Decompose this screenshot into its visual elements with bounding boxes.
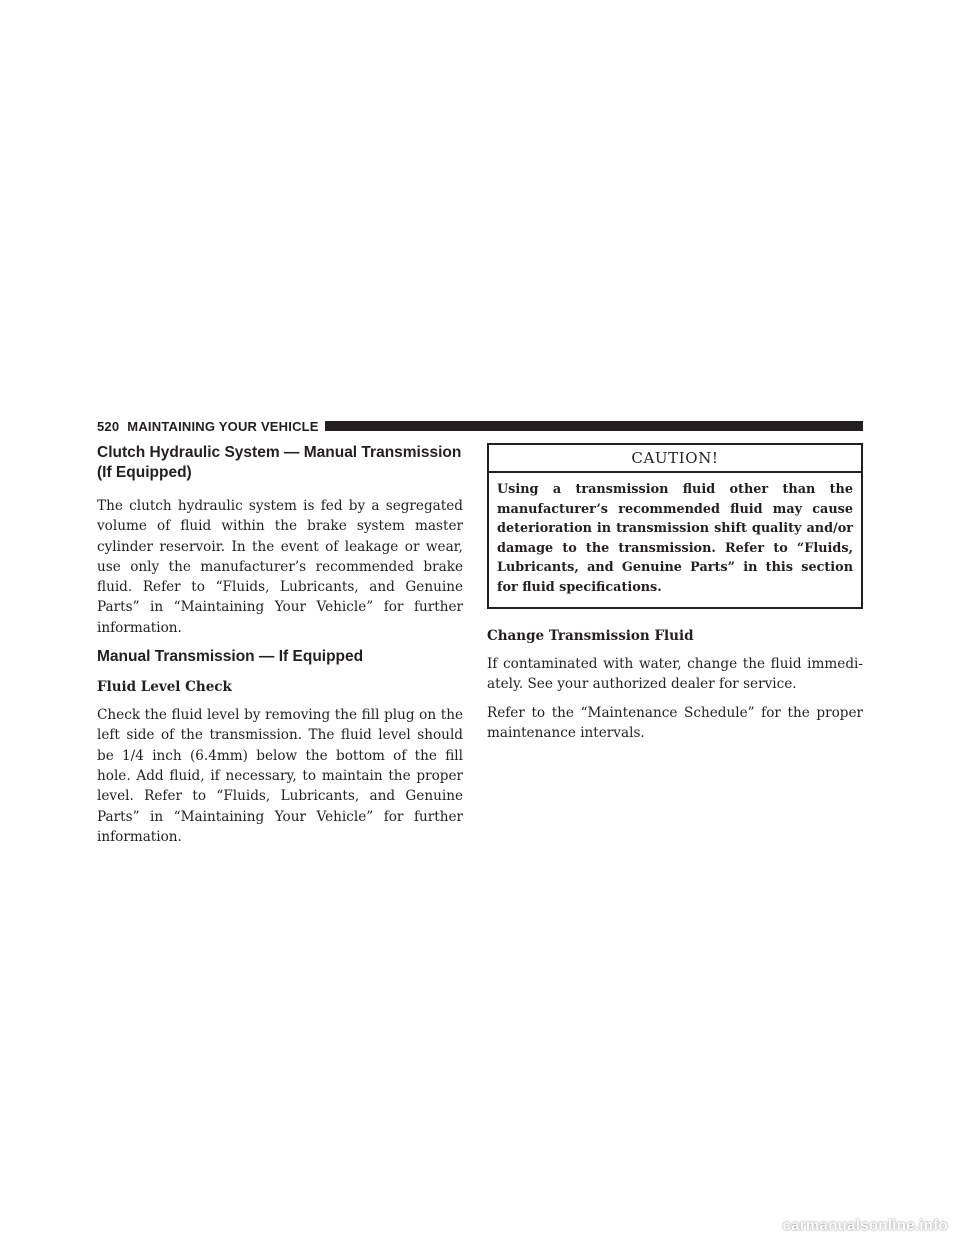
running-header [97, 418, 863, 434]
paragraph-change-fluid: If contaminated with water, change the fluid immediately. See your authorized dealer for service. [487, 655, 863, 692]
subheading-fluid-level-check: Fluid Level Check [97, 679, 232, 696]
heading-manual-transmission: Manual Transmission — If Equipped [97, 648, 364, 666]
heading-clutch-hydraulic: Clutch Hydraulic System — Manual Transmission (If Equipped) [97, 444, 462, 481]
right-column [487, 443, 863, 753]
paragraph-fluid-level-check: Check the fluid level by removing the fill plug on the left side of the transmission. The fluid level should be 1/4 inch (6.4mm) below the bottom of the fill hole. Add fluid, if necessary, to maintain the proper level. Refer to “Fluids, Lubricants, and Genuine Parts” in “Maintaining Your Vehicle” for further information. [97, 707, 463, 845]
header-rule [325, 421, 863, 431]
subheading-change-fluid: Change Transmission Fluid [487, 627, 694, 644]
left-column [97, 443, 463, 856]
section-title: MAINTAINING YOUR VEHICLE [127, 418, 319, 434]
caution-text: Using a transmission fluid other than the manufacturer’s recommended fluid may cause deterioration in transmission shift quality and/or damage to the transmission. Refer to “Fluids, Lubricants, and Genuine Parts” in this section for fluid specifications. [497, 482, 853, 595]
paragraph-clutch-hydraulic: The clutch hydraulic system is fed by a segregated volume of fluid within the brake system master cylinder reservoir. In the event of leakage or wear, use only the manufacturer’s recommended brake fluid. Refer to “Fluids, Lubricants, and Genuine Parts” in “Maintaining Your Vehicle” for further information. [97, 498, 463, 636]
paragraph-maintenance-schedule: Refer to the “Maintenance Schedule” for the proper maintenance intervals. [487, 705, 863, 742]
caution-box [487, 443, 863, 609]
caution-title: CAUTION! [489, 445, 861, 473]
watermark: carmanualsonline.info [782, 1217, 948, 1234]
page-number: 520 [97, 418, 120, 434]
